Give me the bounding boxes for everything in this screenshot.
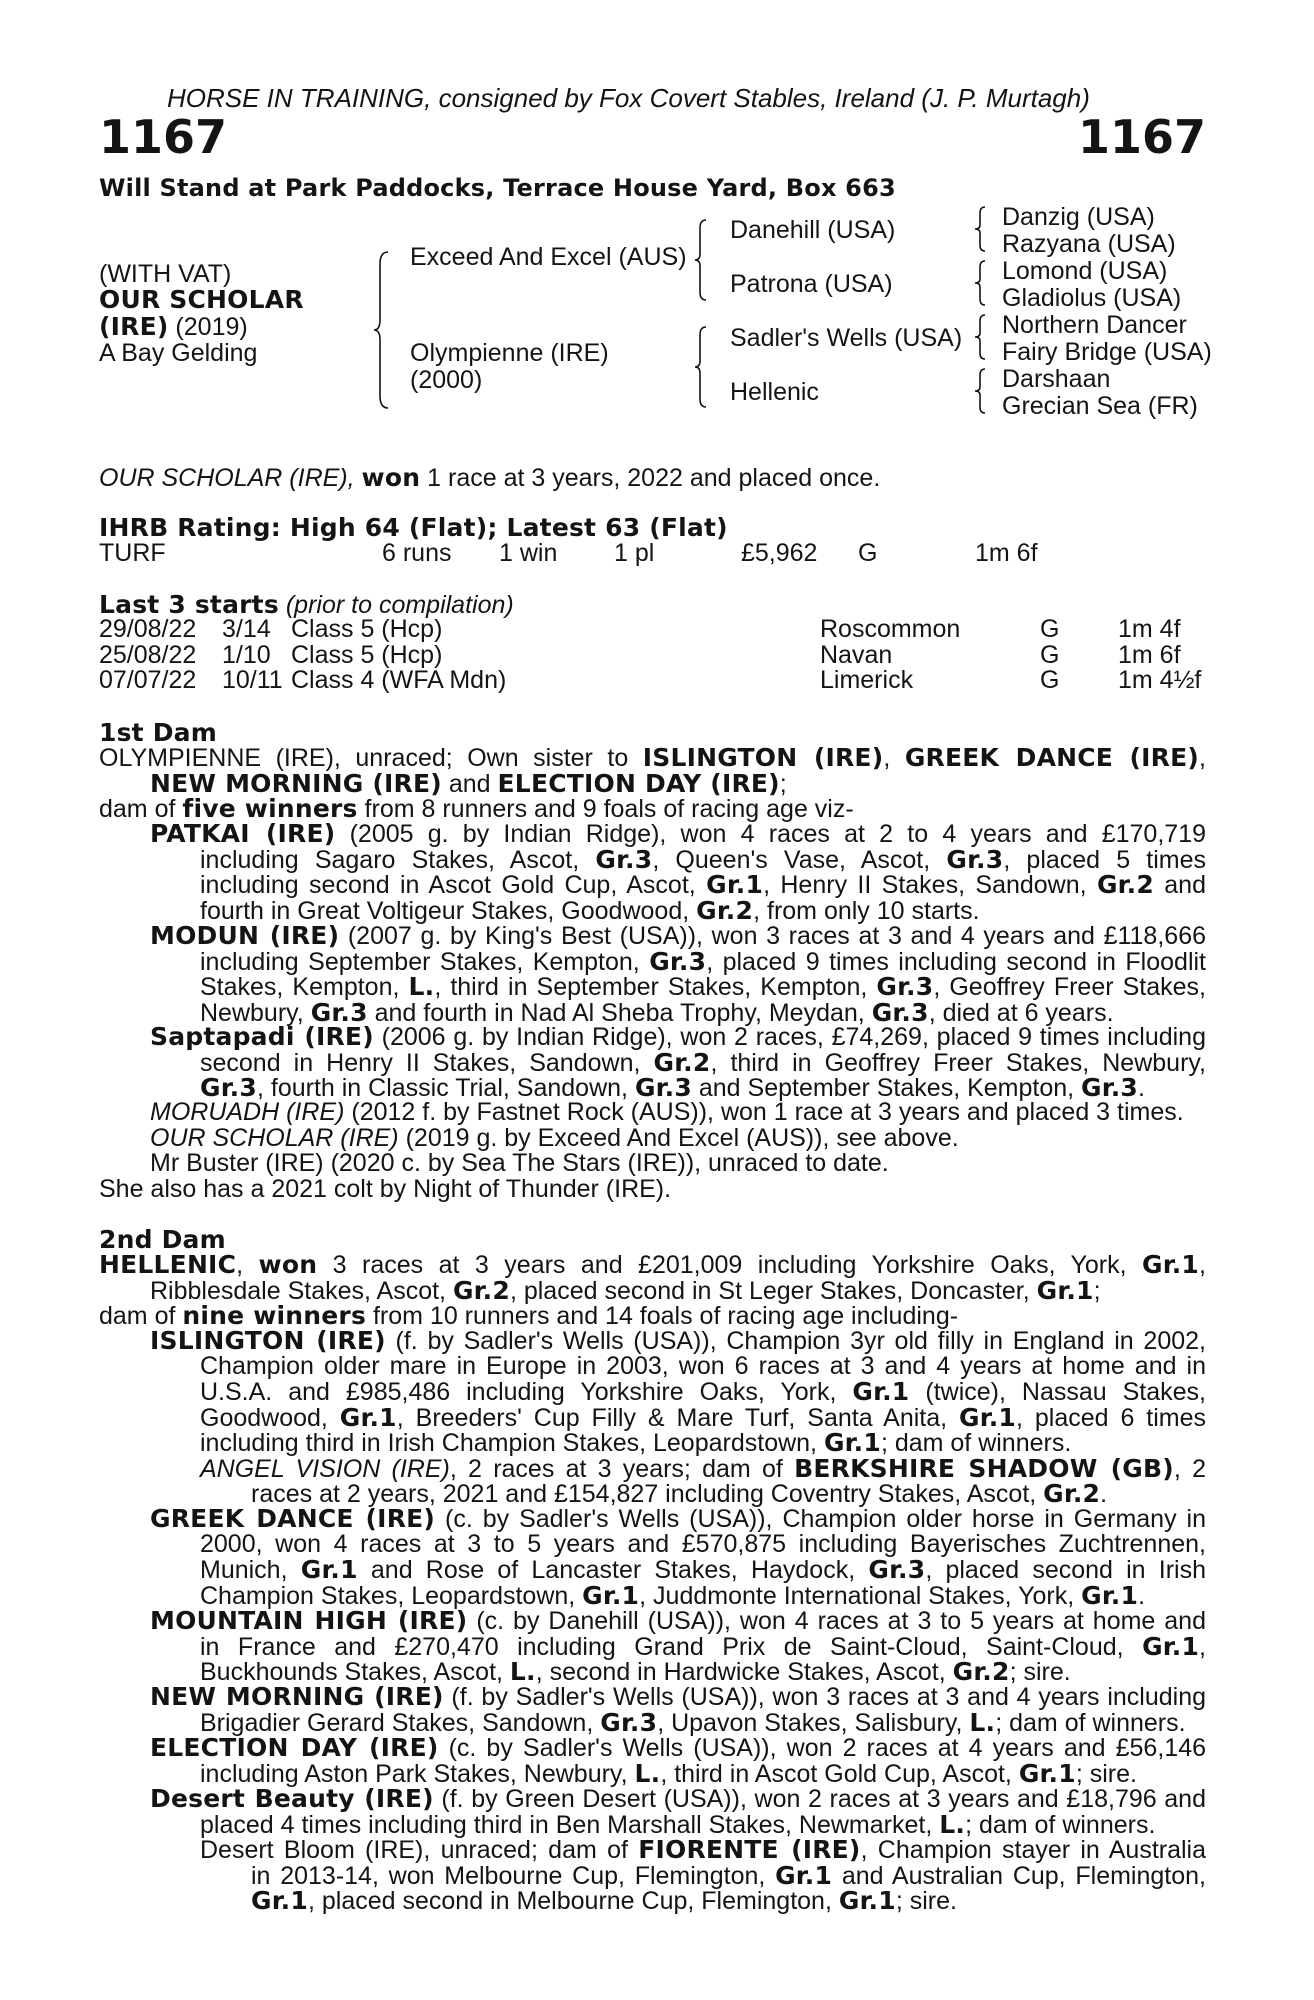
progeny-new-morning xyxy=(99,1684,1206,1735)
progeny-election-day xyxy=(99,1735,1206,1786)
horse-name: OUR SCHOLAR xyxy=(99,285,304,314)
pedigree-dam-dam: Hellenic xyxy=(730,378,819,406)
pedigree-brace-g3 xyxy=(973,313,987,361)
start-pos: 10/11 xyxy=(222,666,283,694)
start-race: Class 4 (WFA Mdn) xyxy=(291,666,507,694)
start-dist: 1m 4f xyxy=(1118,615,1181,643)
race-summary: OUR SCHOLAR (IRE), won 1 race at 3 years, 2022 and placed once. xyxy=(99,463,881,492)
entry-line: including second in Ascot Gold Cup, Ascot, Gr.1, Henry II Stakes, Sandown, Gr.2 and xyxy=(200,870,1206,899)
pedigree-g5: Northern Dancer xyxy=(1002,311,1187,339)
pedigree-dam-sire: Sadler's Wells (USA) xyxy=(730,324,963,352)
entry-line: Stakes, Kempton, L., third in September Stakes, Kempton, Gr.3, Geoffrey Freer Stakes, xyxy=(200,972,1206,1001)
progeny-greek-dance xyxy=(99,1506,1206,1608)
second-dam-line: dam of nine winners from 10 runners and 14 foals of racing age including- xyxy=(99,1301,959,1330)
entry-line: second in Henry II Stakes, Sandown, Gr.2, third in Geoffrey Freer Stakes, Newbury, xyxy=(200,1047,1206,1077)
pedigree-sire: Exceed And Excel (AUS) xyxy=(410,243,687,271)
entry-line: in 2013-14, won Melbourne Cup, Flemington, Gr.1 and Australian Cup, Flemington, xyxy=(251,1860,1206,1890)
first-dam-line: dam of five winners from 8 runners and 9 foals of racing age viz- xyxy=(99,794,854,823)
pedigree-g6: Fairy Bridge (USA) xyxy=(1002,338,1212,366)
first-dam-line: OLYMPIENNE (IRE), unraced; Own sister to ISLINGTON (IRE), GREEK DANCE (IRE), xyxy=(99,743,1206,772)
pedigree-sire-sire: Danehill (USA) xyxy=(730,216,896,244)
start-date: 25/08/22 xyxy=(99,640,197,669)
start-pos: 1/10 xyxy=(222,640,271,669)
consignment-line: HORSE IN TRAINING, consigned by Fox Covert Stables, Ireland (J. P. Murtagh) xyxy=(167,83,1090,113)
second-dam-title: 2nd Dam xyxy=(99,1225,226,1254)
vat-note: (WITH VAT) xyxy=(99,260,232,288)
pedigree-dam: Olympienne (IRE) xyxy=(410,339,609,367)
entry-line: Desert Bloom (IRE), unraced; dam of FIORENTE (IRE), Champion stayer in Australia xyxy=(200,1835,1207,1864)
start-dist: 1m 4½f xyxy=(1118,666,1202,694)
second-dam-line: HELLENIC, won 3 races at 3 years and £201,009 including Yorkshire Oaks, York, Gr.1, xyxy=(99,1250,1206,1279)
pedigree-dam-year: (2000) xyxy=(410,366,483,394)
entry-line: Goodwood, Gr.1, Breeders' Cup Filly & Mare Turf, Santa Anita, Gr.1, placed 6 times xyxy=(200,1402,1206,1432)
rating-going: G xyxy=(858,539,878,567)
entry-line: fourth in Great Voltigeur Stakes, Goodwood, Gr.2, from only 10 starts. xyxy=(200,895,980,925)
rating-title: IHRB Rating: High 64 (Flat); Latest 63 (Flat) xyxy=(99,513,728,542)
entry-line: Buckhounds Stakes, Ascot, L., second in Hardwicke Stakes, Ascot, Gr.2; sire. xyxy=(200,1657,1071,1686)
entry-line: MODUN (IRE) (2007 g. by King's Best (USA)), won 3 races at 3 and 4 years and £118,666 xyxy=(150,921,1206,950)
pedigree-brace-sire xyxy=(693,218,709,302)
progeny-desert-beauty xyxy=(99,1786,1206,1914)
entry-line: including Aston Park Stakes, Newbury, L., third in Ascot Gold Cup, Ascot, Gr.1; sire. xyxy=(200,1758,1137,1788)
pedigree-brace-dam xyxy=(693,325,709,409)
entry-line: Brigadier Gerard Stakes, Sandown, Gr.3, Upavon Stakes, Salisbury, L.; dam of winners. xyxy=(200,1707,1186,1737)
start-pos: 3/14 xyxy=(222,615,271,643)
entry-line: GREEK DANCE (IRE) (c. by Sadler's Wells (USA)), Champion older horse in Germany in xyxy=(150,1504,1206,1533)
rating-surface: TURF xyxy=(99,539,166,567)
progeny-saptapadi xyxy=(99,1024,1206,1101)
entry-line: placed 4 times including third in Ben Marshall Stakes, Newmarket, L.; dam of winners. xyxy=(200,1809,1156,1839)
lot-number-right: 1167 xyxy=(1077,110,1206,164)
entry-line: including September Stakes, Kempton, Gr.3, placed 9 times including second in Floodlit xyxy=(200,946,1207,976)
start-course: Limerick xyxy=(820,666,914,694)
last-starts-title: Last 3 starts (prior to compilation) xyxy=(99,590,514,619)
entry-line: Champion older mare in Europe in 2003, won 6 races at 3 and 4 years at home and in xyxy=(200,1351,1206,1380)
pedigree-sire-dam: Patrona (USA) xyxy=(730,270,893,298)
entry-line: Desert Beauty (IRE) (f. by Green Desert (USA)), won 2 races at 3 years and £18,796 and xyxy=(150,1784,1206,1813)
entry-line: PATKAI (IRE) (2005 g. by Indian Ridge), won 4 races at 2 to 4 years and £170,719 xyxy=(150,819,1206,848)
start-date: 29/08/22 xyxy=(99,615,197,643)
entry-line: including Sagaro Stakes, Ascot, Gr.3, Queen's Vase, Ascot, Gr.3, placed 5 times xyxy=(200,844,1207,874)
pedigree-brace-g4 xyxy=(973,367,987,415)
start-course: Roscommon xyxy=(820,615,961,643)
rating-placed: 1 pl xyxy=(614,539,655,567)
entry-line: Saptapadi (IRE) (2006 g. by Indian Ridge), won 2 races, £74,269, placed 9 times including xyxy=(150,1022,1206,1051)
start-going: G xyxy=(1040,615,1060,643)
pedigree-g2: Razyana (USA) xyxy=(1002,230,1176,258)
entry-line: ANGEL VISION (IRE), 2 races at 3 years; dam of BERKSHIRE SHADOW (GB), 2 xyxy=(200,1453,1206,1483)
entry-line: 2000, won 4 races at 3 to 5 years and £570,875 including Bayerisches Zuchtrennen, xyxy=(200,1529,1206,1558)
entry-line: U.S.A. and £985,486 including Yorkshire Oaks, York, Gr.1 (twice), Nassau Stakes, xyxy=(200,1377,1206,1406)
pedigree-brace-g2 xyxy=(973,259,987,307)
progeny-our-scholar: OUR SCHOLAR (IRE) (2019 g. by Exceed And Excel (AUS)), see above. xyxy=(150,1124,959,1152)
entry-line: Champion Stakes, Leopardstown, Gr.1, Juddmonte International Stakes, York, Gr.1. xyxy=(200,1580,1146,1610)
start-course: Navan xyxy=(820,640,893,669)
lot-number-left: 1167 xyxy=(99,110,228,164)
progeny-moruadh: MORUADH (IRE) (2012 f. by Fastnet Rock (AUS)), won 1 race at 3 years and placed 3 times. xyxy=(150,1098,1184,1126)
entry-line: NEW MORNING (IRE) (f. by Sadler's Wells (USA)), won 3 races at 3 and 4 years including xyxy=(150,1682,1206,1711)
start-dist: 1m 6f xyxy=(1118,640,1181,669)
stand-location: Will Stand at Park Paddocks, Terrace House Yard, Box 663 xyxy=(99,174,896,202)
entry-line: MOUNTAIN HIGH (IRE) (c. by Danehill (USA)), won 4 races at 3 to 5 years at home and xyxy=(150,1606,1206,1635)
second-dam-line: Ribblesdale Stakes, Ascot, Gr.2, placed second in St Leger Stakes, Doncaster, Gr.1; xyxy=(150,1275,1101,1305)
start-date: 07/07/22 xyxy=(99,666,197,694)
first-dam-body xyxy=(99,745,1206,822)
pedigree-g3: Lomond (USA) xyxy=(1002,257,1168,285)
pedigree-brace-g1 xyxy=(973,205,987,253)
entry-line: Gr.3, fourth in Classic Trial, Sandown, Gr.3 and September Stakes, Kempton, Gr.3. xyxy=(200,1073,1145,1102)
pedigree-g7: Darshaan xyxy=(1002,365,1111,393)
entry-line: races at 2 years, 2021 and £154,827 including Coventry Stakes, Ascot, Gr.2. xyxy=(251,1479,1108,1508)
pedigree-g4: Gladiolus (USA) xyxy=(1002,284,1182,312)
start-race: Class 5 (Hcp) xyxy=(291,640,443,669)
horse-description: A Bay Gelding xyxy=(99,339,258,367)
first-dam-line: NEW MORNING (IRE) and ELECTION DAY (IRE); xyxy=(150,768,787,798)
entry-line: ISLINGTON (IRE) (f. by Sadler's Wells (USA)), Champion 3yr old filly in England in 2002, xyxy=(150,1326,1206,1355)
first-dam-also: She also has a 2021 colt by Night of Thunder (IRE). xyxy=(99,1175,672,1203)
rating-wins: 1 win xyxy=(499,539,558,567)
progeny-islington xyxy=(99,1328,1206,1507)
entry-line: Newbury, Gr.3 and fourth in Nad Al Sheba Trophy, Meydan, Gr.3, died at 6 years. xyxy=(200,997,1114,1027)
progeny-mountain-high xyxy=(99,1608,1206,1685)
entry-line: Munich, Gr.1 and Rose of Lancaster Stakes, Haydock, Gr.3, placed second in Irish xyxy=(200,1555,1207,1584)
progeny-mr-buster: Mr Buster (IRE) (2020 c. by Sea The Stars (IRE)), unraced to date. xyxy=(150,1149,889,1177)
start-going: G xyxy=(1040,640,1060,669)
progeny-patkai xyxy=(99,821,1206,923)
pedigree-g8: Grecian Sea (FR) xyxy=(1002,392,1198,420)
start-going: G xyxy=(1040,666,1060,694)
pedigree-brace-main xyxy=(372,250,392,410)
entry-line: including third in Irish Champion Stakes, Leopardstown, Gr.1; dam of winners. xyxy=(200,1428,1072,1457)
rating-earnings: £5,962 xyxy=(741,539,818,567)
rating-runs: 6 runs xyxy=(382,539,452,567)
rating-distance: 1m 6f xyxy=(975,539,1038,567)
pedigree-g1: Danzig (USA) xyxy=(1002,203,1155,231)
start-race: Class 5 (Hcp) xyxy=(291,615,443,643)
entry-line: ELECTION DAY (IRE) (c. by Sadler's Wells (USA)), won 2 races at 4 years and £56,146 xyxy=(150,1733,1206,1762)
entry-line: Gr.1, placed second in Melbourne Cup, Flemington, Gr.1; sire. xyxy=(251,1886,957,1915)
progeny-modun xyxy=(99,923,1206,1025)
second-dam-body xyxy=(99,1252,1206,1329)
first-dam-title: 1st Dam xyxy=(99,718,218,747)
horse-name-year: (IRE) (2019) xyxy=(99,312,248,341)
entry-line: in France and £270,470 including Grand Prix de Saint-Cloud, Saint-Cloud, Gr.1, xyxy=(200,1631,1206,1661)
